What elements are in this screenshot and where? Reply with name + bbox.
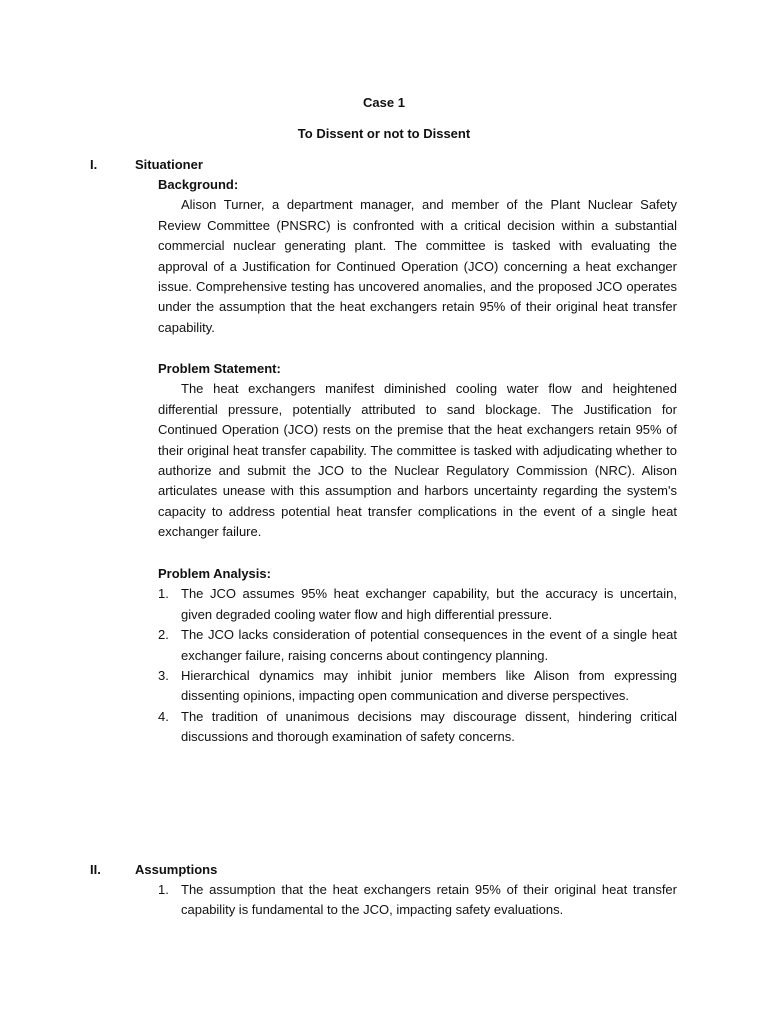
list-item (158, 707, 677, 748)
problem-statement-block (158, 359, 677, 543)
problem-analysis-list (158, 584, 677, 747)
list-item-text: The assumption that the heat exchangers retain 95% of their original heat transfer capability is fundamental to the JCO, impacting safety evaluations. (181, 882, 677, 918)
background-block (158, 175, 677, 338)
section-1-title: Situationer (135, 157, 203, 172)
background-heading: Background: (158, 177, 239, 192)
section-2-number: II. (90, 862, 101, 877)
list-item-text: The tradition of unanimous decisions may discourage dissent, hindering critical discussions and thorough examination of safety concerns. (181, 708, 677, 745)
background-text: Alison Turner, a department manager, and member of the Plant Nuclear Safety Review Committee (PNSRC) is confronted with a critical decision within a substantial commercial nuclear generating plant. The committee is tasked with evaluating the approval of a Justification for Continued Operation (JCO) concerning a heat exchanger issue. Comprehensive testing has uncovered anomalies, and the proposed JCO operates under the assumption that the heat exchangers retain 95% of their original heat transfer capability. (158, 197, 677, 335)
list-item-number: 2. (158, 627, 169, 643)
case-label: Case 1 (363, 95, 405, 110)
section-2-title: Assumptions (135, 862, 218, 877)
list-item (158, 584, 677, 625)
list-item-text: The JCO lacks consideration of potential consequences in the event of a single heat exchanger failure, raising concerns about contingency planning. (181, 627, 677, 663)
list-item (158, 666, 677, 707)
problem-statement-heading: Problem Statement: (158, 361, 281, 376)
section-1-number: I. (90, 157, 98, 172)
list-item-number: 1. (158, 586, 169, 602)
list-item-number: 4. (158, 708, 169, 724)
list-item-number: 1. (158, 882, 169, 897)
list-item (158, 880, 677, 921)
problem-analysis-block (158, 564, 677, 748)
assumptions-list (158, 880, 677, 921)
assumptions-block (158, 880, 677, 921)
problem-statement-text: The heat exchangers manifest diminished cooling water flow and heightened differential pressure, potentially attributed to sand blockage. The Justification for Continued Operation (JCO) rests on the premise that the heat exchangers retain 95% of their original heat transfer capability. The committee is tasked with adjudicating whether to authorize and submit the JCO to the Nuclear Regulatory Commission (NRC). Alison articulates unease with this assumption and harbors uncertainty regarding the system's capacity to address potential heat transfer complications in the event of a single heat exchanger failure. (158, 381, 677, 540)
case-title: To Dissent or not to Dissent (297, 126, 471, 141)
problem-analysis-heading: Problem Analysis: (158, 566, 271, 581)
list-item-text: The JCO assumes 95% heat exchanger capability, but the accuracy is uncertain, given degraded cooling water flow and high differential pressure. (181, 586, 677, 622)
list-item-text: Hierarchical dynamics may inhibit junior members like Alison from expressing dissenting opinions, impacting open communication and diverse perspectives. (181, 668, 677, 704)
list-item (158, 625, 677, 666)
list-item-number: 3. (158, 668, 169, 684)
